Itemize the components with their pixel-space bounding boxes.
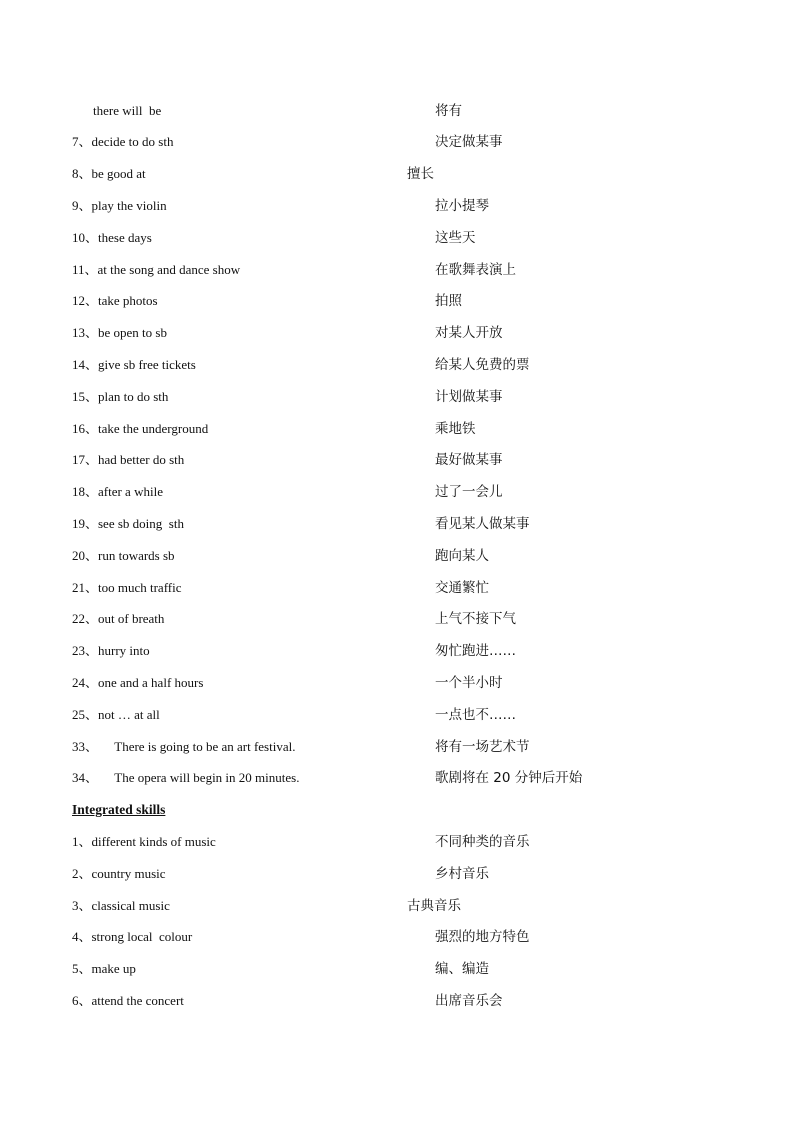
english-phrase: 8、be good at [72,166,146,181]
english-phrase: 7、decide to do sth [72,134,174,149]
vocab-row [0,291,794,311]
vocab-row [0,132,794,152]
vocab-row [0,705,794,725]
chinese-meaning: 乡村音乐 [435,866,489,882]
vocab-row [0,959,794,979]
english-phrase: there will be [93,103,162,118]
chinese-meaning: 给某人免费的票 [435,357,530,373]
english-phrase: 20、run towards sb [72,548,175,563]
english-phrase: 1、different kinds of music [72,834,216,849]
chinese-meaning: 匆忙跑进…… [435,643,516,659]
sentence-row [0,768,794,788]
vocab-row [0,546,794,566]
vocab-row [0,864,794,884]
english-phrase: 23、hurry into [72,643,150,658]
chinese-meaning: 将有 [435,103,462,119]
vocab-row [0,101,794,121]
chinese-meaning: 在歌舞表演上 [435,262,516,278]
english-phrase: 17、had better do sth [72,452,185,467]
vocab-row [0,228,794,248]
sentence-row [0,737,794,757]
chinese-meaning: 上气不接下气 [435,611,516,627]
vocab-row [0,832,794,852]
chinese-meaning: 计划做某事 [435,389,503,405]
chinese-meaning: 强烈的地方特色 [435,929,530,945]
english-phrase: 9、play the violin [72,198,167,213]
chinese-meaning: 拉小提琴 [435,198,489,214]
vocab-row [0,387,794,407]
vocab-row [0,260,794,280]
chinese-meaning: 一个半小时 [435,675,503,691]
chinese-meaning: 看见某人做某事 [435,516,530,532]
english-phrase: 12、take photos [72,293,158,308]
english-sentence: 33、 There is going to be an art festival. [72,739,296,754]
english-sentence: 34、 The opera will begin in 20 minutes. [72,770,300,785]
english-phrase: 25、not … at all [72,707,160,722]
english-phrase: 18、after a while [72,484,163,499]
chinese-meaning: 古典音乐 [407,898,461,914]
english-phrase: 6、attend the concert [72,993,184,1008]
vocab-row [0,673,794,693]
vocab-row [0,609,794,629]
chinese-meaning: 决定做某事 [435,134,503,150]
english-phrase: 10、these days [72,230,152,245]
english-phrase: 24、one and a half hours [72,675,204,690]
vocab-row [0,450,794,470]
vocab-row [0,991,794,1011]
chinese-meaning: 一点也不…… [435,707,516,723]
section-heading: Integrated skills [72,802,166,817]
chinese-meaning: 拍照 [435,293,462,309]
chinese-meaning: 交通繁忙 [435,580,489,596]
vocab-row [0,355,794,375]
vocab-row [0,578,794,598]
english-phrase: 14、give sb free tickets [72,357,196,372]
chinese-meaning: 不同种类的音乐 [435,834,530,850]
english-phrase: 15、plan to do sth [72,389,169,404]
chinese-meaning: 最好做某事 [435,452,503,468]
english-phrase: 19、see sb doing sth [72,516,184,531]
english-phrase: 2、country music [72,866,166,881]
vocab-row [0,896,794,916]
english-phrase: 22、out of breath [72,611,165,626]
english-phrase: 21、too much traffic [72,580,182,595]
vocab-row [0,927,794,947]
chinese-meaning: 擅长 [407,166,434,182]
english-phrase: 16、take the underground [72,421,209,436]
vocab-row [0,514,794,534]
english-phrase: 4、strong local colour [72,929,193,944]
chinese-meaning: 出席音乐会 [435,993,503,1009]
english-phrase: 11、at the song and dance show [72,262,241,277]
english-phrase: 13、be open to sb [72,325,167,340]
vocab-row [0,323,794,343]
chinese-meaning: 这些天 [435,230,476,246]
chinese-meaning: 对某人开放 [435,325,503,341]
vocab-row [0,641,794,661]
chinese-meaning: 跑向某人 [435,548,489,564]
chinese-meaning: 将有一场艺术节 [435,739,530,755]
chinese-meaning: 编、编造 [435,961,489,977]
vocab-row [0,419,794,439]
vocab-row [0,164,794,184]
english-phrase: 3、classical music [72,898,170,913]
chinese-meaning: 过了一会儿 [435,484,503,500]
chinese-meaning: 歌剧将在 20 分钟后开始 [435,770,583,786]
vocab-row [0,482,794,502]
english-phrase: 5、make up [72,961,136,976]
vocab-row [0,196,794,216]
chinese-meaning: 乘地铁 [435,421,476,437]
